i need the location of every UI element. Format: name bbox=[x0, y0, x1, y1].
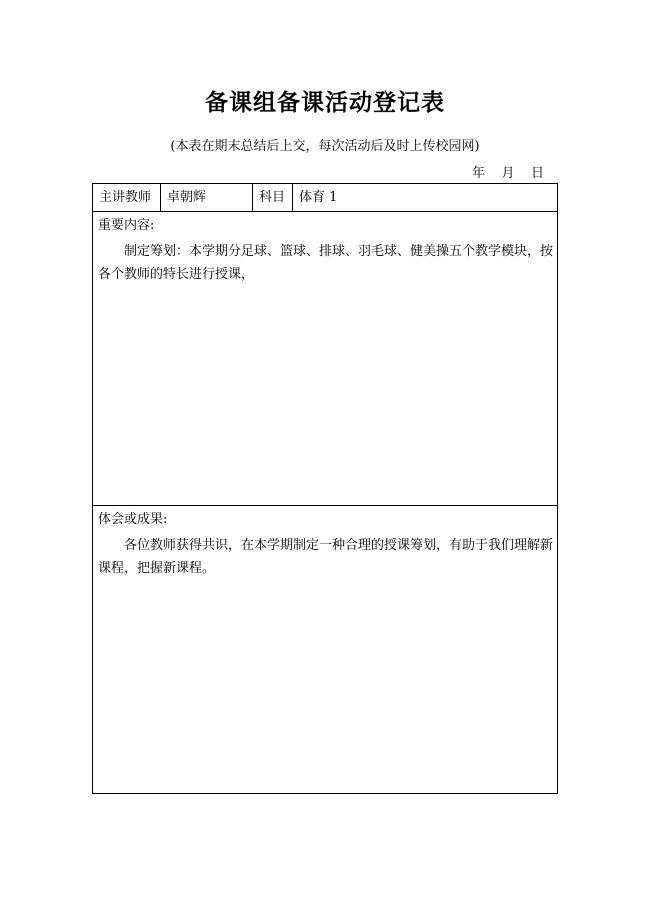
important-content-section bbox=[93, 212, 557, 506]
experience-section bbox=[93, 506, 557, 794]
experience-text: 各位教师获得共识，在本学期制定一种合理的授课筹划，有助于我们理解新课程，把握新课程。 bbox=[98, 538, 554, 576]
lecturer-value: 卓朝辉 bbox=[161, 184, 253, 211]
registration-form-table bbox=[92, 183, 558, 794]
important-content-label: 重要内容: bbox=[98, 218, 155, 233]
form-header-row bbox=[93, 184, 557, 212]
lecturer-label: 主讲教师 bbox=[93, 184, 161, 211]
experience-label: 体会或成果: bbox=[98, 512, 168, 527]
subject-value: 体育 1 bbox=[299, 190, 338, 205]
page-title: 备课组备课活动登记表 bbox=[205, 89, 445, 116]
important-content-text: 制定筹划：本学期分足球、篮球、排球、羽毛球、健美操五个教学模块，按各个教师的特长进行授课， bbox=[98, 244, 554, 282]
subject-label: 科目 bbox=[253, 184, 293, 211]
page-subtitle: (本表在期末总结后上交，每次活动后及时上传校园网) bbox=[170, 139, 480, 154]
date-line: 年 月 日 bbox=[471, 166, 544, 181]
